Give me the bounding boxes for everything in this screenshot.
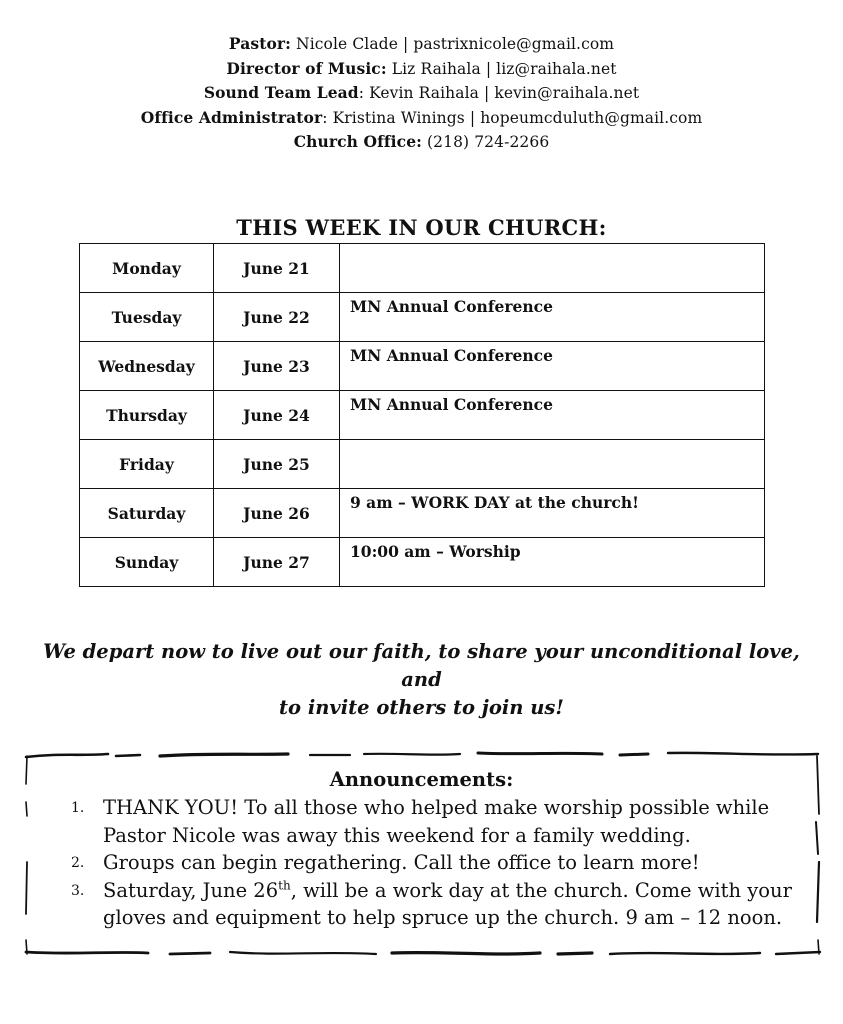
contact-text: (218) 724-2266: [421, 133, 550, 151]
date-cell: June 25: [214, 440, 340, 489]
item-text: Groups can begin regathering. Call the office to learn more!: [103, 851, 700, 874]
contact-pastor: [0, 32, 843, 57]
item-text: THANK YOU! To all those who helped make worship possible while: [103, 796, 770, 819]
date-cell: June 26: [214, 489, 340, 538]
item-text: Pastor Nicole was away this weekend for a family wedding.: [103, 823, 691, 847]
table-row: [80, 440, 765, 489]
day-cell: Friday: [80, 440, 214, 489]
list-item: [66, 849, 796, 877]
day-cell: Monday: [80, 244, 214, 293]
contact-church-office: [0, 130, 843, 155]
week-schedule-title: THIS WEEK IN OUR CHURCH:: [236, 215, 607, 240]
item-text-part: , will be a work day at the church. Come with your: [290, 878, 792, 902]
event-cell: [340, 440, 765, 489]
closing-line: to invite others to join us!: [279, 696, 564, 719]
contact-label: Office Administrator: [140, 107, 323, 127]
day-cell: Thursday: [80, 391, 214, 440]
item-number: 2.: [71, 855, 85, 871]
contact-office-admin: [0, 106, 843, 131]
ordinal-suffix: th: [278, 878, 291, 892]
contact-text: Nicole Clade | pastrixnicole@gmail.com: [291, 35, 615, 53]
contact-label: Director of Music:: [226, 58, 387, 78]
list-item: [66, 877, 796, 932]
contact-label: Pastor:: [228, 34, 291, 53]
week-schedule-table: [79, 243, 765, 587]
table-row: [80, 391, 765, 440]
closing-line: We depart now to live out our faith, to share your unconditional love, and: [43, 640, 800, 691]
date-cell: June 22: [214, 293, 340, 342]
table-row: [80, 244, 765, 293]
event-cell: [340, 244, 765, 293]
contact-sound-lead: [0, 81, 843, 106]
day-cell: Wednesday: [80, 342, 214, 391]
event-cell: 10:00 am – Worship: [340, 538, 765, 587]
contact-text: : Kristina Winings | hopeumcduluth@gmail.com: [322, 108, 703, 127]
contact-label: Church Office:: [293, 132, 422, 151]
table-row: [80, 293, 765, 342]
contact-label: Sound Team Lead: [203, 83, 359, 102]
contact-text: Liz Raihala | liz@raihala.net: [386, 59, 617, 78]
event-cell: MN Annual Conference: [340, 293, 765, 342]
event-cell: MN Annual Conference: [340, 391, 765, 440]
list-item: [66, 794, 796, 849]
item-text-part: Saturday, June 26: [103, 878, 279, 902]
day-cell: Sunday: [80, 538, 214, 587]
contact-music-director: [0, 57, 843, 82]
event-cell: MN Annual Conference: [340, 342, 765, 391]
date-cell: June 23: [214, 342, 340, 391]
item-text: [103, 877, 796, 905]
date-cell: June 27: [214, 538, 340, 587]
event-cell: 9 am – WORK DAY at the church!: [340, 489, 765, 538]
table-row: [80, 489, 765, 538]
announcements-list: [66, 794, 796, 932]
table-row: [80, 342, 765, 391]
item-number: 1.: [71, 800, 85, 816]
day-cell: Tuesday: [80, 293, 214, 342]
date-cell: June 24: [214, 391, 340, 440]
item-text: gloves and equipment to help spruce up the church. 9 am – 12 noon.: [103, 906, 783, 929]
announcements-title: Announcements:: [329, 768, 514, 791]
day-cell: Saturday: [80, 489, 214, 538]
item-number: 3.: [71, 882, 85, 899]
closing-blessing: [20, 638, 823, 722]
table-row: [80, 538, 765, 587]
date-cell: June 21: [214, 244, 340, 293]
contact-info: [0, 32, 843, 155]
contact-text: : Kevin Raihala | kevin@raihala.net: [358, 84, 640, 102]
